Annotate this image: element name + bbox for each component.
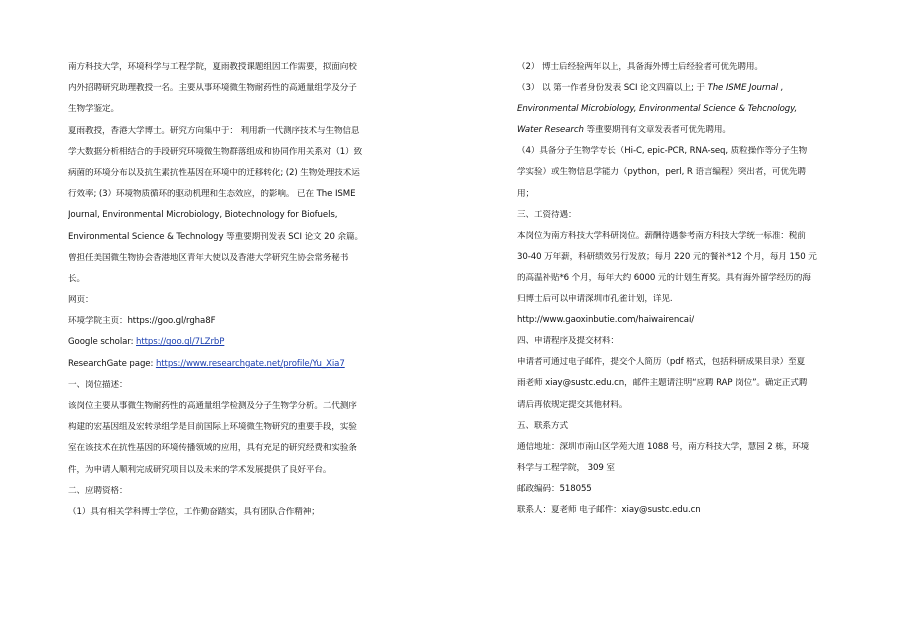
bio-line: 学大数据分析相结合的手段研究环境微生物群落组成和协同作用关系对（1）致 <box>68 146 363 157</box>
bio-line: 病菌的环境分布以及抗生素抗性基因在环境中的迁移转化; (2) 生物处理技术运 <box>68 167 360 178</box>
bio-line: 曾担任美国微生物协会香港地区青年大使以及香港大学研究生协会常务秘书 <box>68 252 349 263</box>
journal-name: Water Research <box>517 125 584 136</box>
salary-line: 30-40 万年薪，科研绩效另行发放；每月 220 元的餐补*12 个月，每月 150 元 <box>517 251 817 262</box>
address-line: 科学与工程学院， 309 室 <box>517 462 615 473</box>
application-line: 请后再依规定提交其他材料。 <box>517 399 628 410</box>
intro-line: 生物学鉴定。 <box>68 104 119 115</box>
researchgate-row <box>68 359 413 370</box>
requirement-3-line <box>517 125 847 136</box>
requirement-4-line: 用； <box>517 188 534 199</box>
bio-line: Environmental Science & Technology 等重要期刊发表 SCI 论文 20 余篇。 <box>68 231 363 242</box>
requirement-4-line: 学实验）或生物信息学能力（python，perl, R 语言编程）突出者，可优先聘 <box>517 167 806 178</box>
requirement-2: （2） 博士后经验两年以上，具备海外博士后经验者可优先聘用。 <box>517 62 763 72</box>
intro-line: 内外招聘研究助理教授一名。主要从事环境微生物耐药性的高通量组学及分子 <box>68 83 357 94</box>
job-description-line: 室在该技术在抗性基因的环境传播领域的应用，具有充足的研究经费和实验条 <box>68 443 357 454</box>
bio-line: 长。 <box>68 273 85 284</box>
google-scholar-label: Google scholar: <box>68 337 137 348</box>
school-homepage-link[interactable]: 环境学院主页：https://goo.gl/rgha8F <box>68 316 216 327</box>
web-heading: 网页： <box>68 295 94 306</box>
bio-line: 夏雨教授，香港大学博士。研究方向集中于： 利用新一代测序技术与生物信息 <box>68 125 360 136</box>
bio-line: Journal, Environmental Microbiology, Biotechnology for Biofuels, <box>68 210 338 221</box>
section-heading-salary: 三、工资待遇： <box>517 209 577 220</box>
google-scholar-row <box>68 337 413 348</box>
requirement-3-prefix: （3） 以 第一作者身份发表 SCI 论文四篇以上; 于 <box>517 83 708 94</box>
job-description-line: 件，为申请人顺利完成研究项目以及未来的学术发展提供了良好平台。 <box>68 464 332 475</box>
job-description-line: 该岗位主要从事微生物耐药性的高通量组学检测及分子生物学分析。二代测序 <box>68 401 357 411</box>
section-heading-application: 四、申请程序及提交材料： <box>517 336 619 347</box>
section-heading-contact: 五、联系方式 <box>517 420 568 431</box>
application-line: 雨老师 xiay@sustc.edu.cn，邮件主题请注明“应聘 RAP 岗位”。确定正式聘 <box>517 378 808 389</box>
address-line: 通信地址：深圳市南山区学苑大道 1088 号，南方科技大学，慧园 2 栋，环境 <box>517 441 810 452</box>
google-scholar-link[interactable]: https://goo.gl/7LZrbP <box>136 337 225 348</box>
researchgate-link[interactable]: https://www.researchgate.net/profile/Yu_Xia7 <box>155 358 345 369</box>
salary-line: 的高温补贴*6 个月，每年大约 6000 元的计划生育奖。具有海外留学经历的海 <box>517 272 811 283</box>
left-column <box>68 62 413 528</box>
section-heading-qualifications: 二、应聘资格： <box>68 485 128 496</box>
section-heading-job-description: 一、岗位描述： <box>68 379 128 390</box>
job-description-line: 构建的宏基因组及宏转录组学是目前国际上环境微生物研究的重要手段，实验 <box>68 422 357 433</box>
requirement-4-line: （4）具备分子生物学专长（Hi-C, epic-PCR, RNA-seq, 质粒操作等分子生物 <box>517 146 808 157</box>
requirement-1: （1）具有相关学科博士学位，工作勤奋踏实，具有团队合作精神； <box>68 506 320 517</box>
peacock-plan-link[interactable]: http://www.gaoxinbutie.com/haiwairencai/ <box>517 315 695 326</box>
journal-list: Environmental Microbiology, Environmental Science & Tehcnology, <box>517 104 798 115</box>
postcode: 邮政编码：518055 <box>517 483 592 494</box>
intro-line: 南方科技大学，环境科学与工程学院，夏雨教授课题组因工作需要，拟面向校 <box>68 62 357 72</box>
journal-name: The ISME Journal , <box>707 83 784 94</box>
requirement-3-line <box>517 83 847 94</box>
contact-person: 联系人：夏老师 电子邮件：xiay@sustc.edu.cn <box>517 504 701 515</box>
requirement-3-suffix: 等重要期刊有文章发表者可优先聘用。 <box>583 125 731 136</box>
right-column <box>517 62 847 526</box>
researchgate-label: ResearchGate page: <box>68 358 156 369</box>
salary-line: 归博士后可以申请深圳市孔雀计划，详见. <box>517 294 673 305</box>
salary-line: 本岗位为南方科技大学科研岗位。薪酬待遇参考南方科技大学统一标准：税前 <box>517 230 806 241</box>
application-line: 申请者可通过电子邮件，提交个人简历（pdf 格式，包括科研成果目录）至夏 <box>517 357 806 368</box>
bio-line: 行效率; (3）环境物质循环的驱动机理和生态效应，的影响。 已在 The ISME <box>68 189 356 200</box>
